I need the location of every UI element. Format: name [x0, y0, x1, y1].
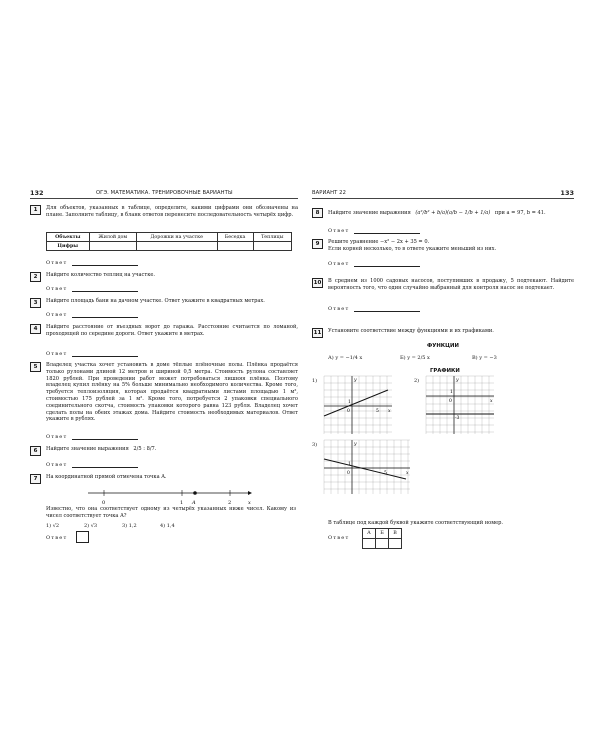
graph-2-axis-x: x	[490, 399, 493, 404]
label-2: 2	[228, 500, 232, 506]
functions-title: ФУНКЦИИ	[427, 343, 459, 349]
graph-3-zero: 0	[347, 471, 350, 476]
task-text	[328, 239, 574, 253]
answer-box[interactable]	[76, 531, 89, 543]
task-8-expression: (a²/b² + b/a)(a/b − 1/b + 1/a)	[415, 210, 491, 216]
task-text: Владелец участка хочет установить в доме тёплые плёночные полы. Плёнка продаётся только рулонами длиной 12 метров и шириной 0,5 метра. Стоимость рулона составляет 1820 рублей. При проведении работ может потребоваться лишняя плёнка. Поэтому владелец купил плёнку на 5% больше минимально необходимого количества. Кроме того, требуется теплоизоляция, которая продаётся квадратными листами площадью 1 м², стоимостью 175 рублей за 1 м². Кроме того, потребуется 2 упаковки специального соединительного скотча, стоимость упаковки которого равна 123 рубля. Владелец хочет сделать полы на обеих этажах дома. Найдите стоимость необходимых материалов. Ответ укажите в рублях.	[46, 362, 298, 423]
table-header-cell: Теплицы	[253, 233, 291, 242]
answer-cell[interactable]	[136, 242, 217, 251]
right-page-header	[312, 188, 574, 199]
task-11	[312, 328, 574, 338]
option-2: 2) √3	[84, 523, 98, 529]
task-number: 7	[30, 474, 41, 484]
answer-cell[interactable]	[89, 242, 136, 251]
answer-line	[46, 260, 138, 266]
task-text: Установите соответствие между функциями и их графиками.	[328, 328, 494, 334]
graph-2-zero: 0	[449, 399, 452, 404]
task-number: 2	[30, 272, 41, 282]
task-text: Найдите расстояние от въездных ворот до гаража. Расстояние считается по ломаной, проходящей по середине дороги. Ответ укажите в метрах.	[46, 324, 298, 337]
task-text: Найдите площадь бани на дачном участке. Ответ укажите в квадратных метрах.	[46, 298, 265, 304]
graph-2	[424, 374, 496, 436]
answer-line	[46, 434, 138, 440]
abv-answer-cell[interactable]	[363, 539, 376, 549]
answer-field[interactable]	[354, 228, 420, 234]
answer-label: Ответ	[328, 535, 350, 541]
option-3: 3) 1,2	[122, 523, 137, 529]
task-6-expression: 2/5 : 8/7.	[133, 446, 157, 452]
task-number: 3	[30, 298, 41, 308]
task-number: 9	[312, 239, 323, 249]
task-number: 1	[30, 205, 41, 215]
task-number: 10	[313, 280, 322, 286]
graph-3	[322, 438, 412, 496]
arrow-icon	[248, 491, 252, 495]
task-8-text: Найдите значение выражения	[328, 210, 411, 216]
table-header-cell: Объекты	[47, 233, 90, 242]
answer-field[interactable]	[72, 260, 138, 266]
task-9-text: Решите уравнение −x² − 2x + 35 = 0.	[328, 239, 430, 245]
task-number: 4	[30, 324, 41, 334]
function-a: А) y = −1/4 x	[328, 355, 363, 361]
graph-2-grid	[426, 376, 494, 434]
task-9-extra: Если корней несколько, то в ответе укажите меньший из них.	[328, 245, 497, 252]
graph-2-one: 1	[450, 390, 453, 395]
abv-answer-cell[interactable]	[389, 539, 402, 549]
label-a: A	[192, 500, 196, 506]
task-number: 11	[313, 330, 322, 336]
task-text: Для объектов, указанных в таблице, определите, какими цифрами они обозначены на плане. Заполните таблицу, в бланк ответов перенесите последовательность четырёх цифр.	[46, 205, 298, 218]
answer-line	[46, 351, 138, 357]
answer-field[interactable]	[354, 306, 420, 312]
header-title: ВАРИАНТ 22	[312, 190, 346, 196]
table-row-label: Цифры	[47, 242, 90, 251]
table-prompt: В таблице под каждой буквой укажите соответствующий номер.	[328, 520, 504, 526]
left-page-header	[30, 188, 298, 199]
number-line	[84, 484, 254, 506]
graph-3-line	[324, 459, 406, 479]
task-9	[312, 239, 574, 255]
table-header-cell: Дорожки на участке	[136, 233, 217, 242]
objects-table	[46, 232, 292, 251]
task-7-question: Известно, что она соответствует одному из четырёх указанных ниже чисел. Какому из чисел соответствует точка A?	[46, 506, 296, 519]
task-6	[30, 446, 298, 456]
answer-label: Ответ	[328, 261, 350, 267]
answer-field[interactable]	[72, 312, 138, 318]
answer-field[interactable]	[72, 462, 138, 468]
task-text: В среднем из 1000 садовых насосов, поступивших в продажу, 5 подтекают. Найдите вероятность того, что один случайно выбранный для контроля насос не подтекает.	[328, 278, 574, 291]
abv-table	[362, 528, 402, 549]
graph-1-label: 1)	[312, 378, 318, 384]
graph-3-grid	[324, 440, 410, 494]
graph-1-grid	[324, 376, 392, 434]
answer-line	[328, 306, 420, 312]
header-title: ОГЭ. МАТЕМАТИКА. ТРЕНИРОВОЧНЫЕ ВАРИАНТЫ	[96, 190, 233, 196]
task-7	[30, 474, 298, 484]
answer-label: Ответ	[46, 462, 68, 468]
task-number: 8	[312, 208, 323, 218]
label-1: 1	[180, 500, 184, 506]
answer-label: Ответ	[46, 535, 68, 541]
function-v: В) y = −3	[472, 355, 497, 361]
abv-answer-cell[interactable]	[376, 539, 389, 549]
task-2	[30, 272, 298, 282]
graph-3-five: 5	[384, 471, 387, 476]
graphs-title: ГРАФИКИ	[430, 368, 460, 374]
graph-1-zero: 0	[347, 409, 350, 414]
label-x: x	[248, 500, 251, 506]
answer-label: Ответ	[46, 286, 68, 292]
table-header-cell: Жилой дом	[89, 233, 136, 242]
graph-1-five: 5	[376, 409, 379, 414]
answer-line	[46, 286, 138, 292]
answer-field[interactable]	[72, 434, 138, 440]
graph-2-minus-three: -3	[455, 416, 460, 421]
answer-line	[46, 535, 67, 541]
task-4	[30, 324, 298, 344]
point-a	[193, 491, 197, 495]
abv-header-b: Б	[376, 529, 389, 539]
task-number: 6	[30, 446, 41, 456]
task-text	[46, 446, 156, 453]
answer-field[interactable]	[72, 286, 138, 292]
answer-line	[328, 228, 420, 234]
task-8	[312, 208, 574, 222]
answer-field[interactable]	[354, 261, 420, 267]
abv-header-a: А	[363, 529, 376, 539]
function-b: Б) y = 2/5 x	[400, 355, 430, 361]
answer-label: Ответ	[46, 351, 68, 357]
graph-3-axis-y: y	[354, 442, 357, 447]
answer-cell[interactable]	[217, 242, 253, 251]
task-number: 5	[30, 362, 41, 372]
task-10	[312, 278, 574, 298]
task-text	[328, 210, 574, 217]
answer-label: Ответ	[46, 434, 68, 440]
abv-header-v: В	[389, 529, 402, 539]
graph-2-label: 2)	[414, 378, 420, 384]
graph-1-axis-x: x	[388, 409, 391, 414]
graph-3-label: 3)	[312, 442, 318, 448]
answer-line	[46, 462, 138, 468]
option-1: 1) √2	[46, 523, 60, 529]
answer-label: Ответ	[46, 312, 68, 318]
task-6-text: Найдите значение выражения	[46, 446, 129, 452]
answer-line	[328, 535, 349, 541]
task-5	[30, 362, 298, 432]
task-3	[30, 298, 298, 308]
answer-label: Ответ	[328, 228, 350, 234]
answer-line	[46, 312, 138, 318]
answer-line	[328, 261, 420, 267]
option-4: 4) 1,4	[160, 523, 175, 529]
graph-3-axis-x: x	[406, 471, 409, 476]
graph-1-axis-y: y	[354, 378, 357, 383]
graph-1-one: 1	[348, 400, 351, 405]
task-text: Найдите количество теплиц на участке.	[46, 272, 156, 278]
answer-field[interactable]	[72, 351, 138, 357]
graph-3-one: 1	[348, 462, 351, 467]
table-header-cell: Беседка	[217, 233, 253, 242]
answer-label: Ответ	[328, 306, 350, 312]
task-text: На координатной прямой отмечена точка A.	[46, 474, 167, 480]
answer-label: Ответ	[46, 260, 68, 266]
graph-1	[322, 374, 394, 436]
page-number: 132	[30, 189, 44, 197]
answer-cell[interactable]	[253, 242, 291, 251]
page-number: 133	[560, 189, 574, 197]
label-0: 0	[102, 500, 106, 506]
graph-2-axis-y: y	[456, 378, 459, 383]
task-8-tail: при a = 97, b = 41.	[494, 210, 546, 216]
